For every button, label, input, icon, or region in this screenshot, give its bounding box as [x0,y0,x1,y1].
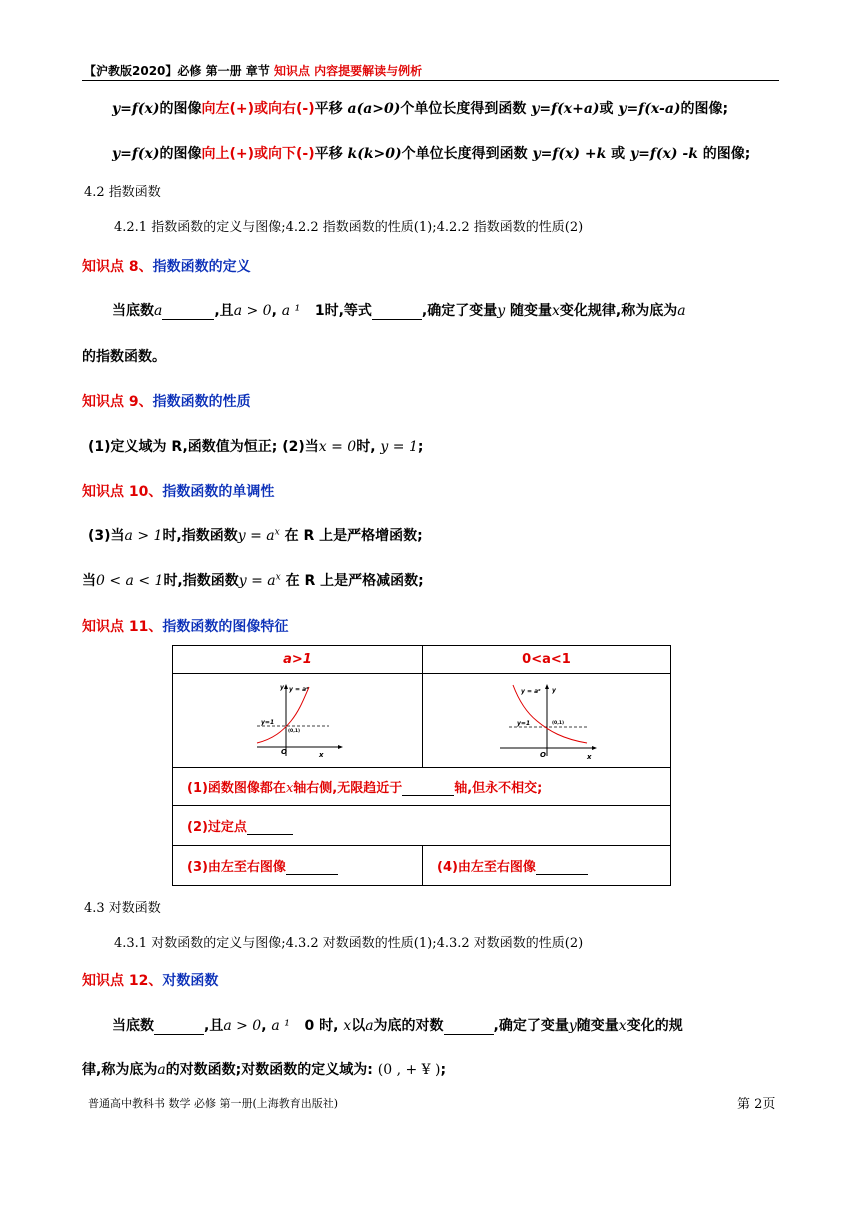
point-label: (0,1) [287,728,300,734]
answer-blank[interactable] [247,820,293,835]
graph-cell [423,674,671,768]
header-text: 【沪教版2020】必修 第一册 章节 [84,64,274,78]
knowledge-point-heading: 知识点 10、指数函数的单调性 [82,484,275,500]
footer-book-title: 普通高中教科书 数学 必修 第一册(上海教育出版社) [88,1097,339,1110]
x-axis-label: x [318,750,324,759]
header-divider [82,80,779,81]
column-header: 0<a<1 [423,646,671,674]
y-axis-label: y [551,686,556,694]
increasing-exponential-graph [253,681,343,761]
kp12-line2: 律,称为底为a的对数函数;对数函数的定义域为: (0 , + ¥ ); [82,1062,447,1078]
asymptote-label: y=1 [260,718,274,726]
kp8-line2: 的指数函数。 [82,349,166,365]
function-label: y = aˣ [288,685,309,693]
answer-blank[interactable] [154,1020,204,1035]
section-title: 4.3 对数函数 [84,901,161,916]
section-title: 4.2 指数函数 [84,185,161,200]
section-subtitle: 4.2.1 指数函数的定义与图像;4.2.2 指数函数的性质(1);4.2.2 指数函数的性质(2) [114,220,584,235]
column-header: a>1 [173,646,423,674]
function-label: y = aˣ [520,687,541,695]
knowledge-point-heading: 知识点 8、指数函数的定义 [82,259,251,275]
kp12-line1: 当底数 ,且a > 0, a ¹ 0 时, x以a为底的对数 ,确定了变量y随变量x变化的规 [112,1018,683,1034]
answer-blank[interactable] [162,305,214,320]
kp9-line: (1)定义域为 R,函数值为恒正; (2)当x = 0时, y = 1; [88,439,424,455]
decreasing-exponential-graph [497,681,597,761]
feature-row-3: (3)由左至右图像 [173,846,423,886]
section-subtitle: 4.3.1 对数函数的定义与图像;4.3.2 对数函数的性质(1);4.3.2 对数函数的性质(2) [114,936,584,951]
page-header [84,62,422,79]
answer-blank[interactable] [444,1020,494,1035]
y-axis-label: y [279,683,284,691]
translation-horizontal: y=f(x)的图像向左(+)或向右(-)平移 a(a>0)个单位长度得到函数 y=f(x+a)或 y=f(x-a)的图像; [112,101,729,117]
origin-label: O [539,750,546,759]
graph-feature-table [172,645,671,886]
kp8-line1: 当底数a ,且a > 0, a ¹ 1时,等式 ,确定了变量y 随变量x变化规律,称为底为a [112,303,686,319]
answer-blank[interactable] [286,860,338,875]
x-axis-label: x [586,752,592,761]
kp10-line2: 当0 < a < 1时,指数函数$y = a^x$ 在 R 上是严格减函数; [82,572,424,589]
feature-row-4: (4)由左至右图像 [423,846,671,886]
asymptote-label: y=1 [516,719,530,727]
feature-row-1: (1)函数图像都在x轴右侧,无限趋近于 轴,但永不相交; [173,768,671,806]
answer-blank[interactable] [372,305,422,320]
kp10-line1: (3)当a > 1时,指数函数$y = a^x$ 在 R 上是严格增函数; [88,527,423,544]
translation-vertical: y=f(x)的图像向上(+)或向下(-)平移 k(k>0)个单位长度得到函数 y=f(x) +k 或 y=f(x) -k 的图像; [112,146,751,162]
origin-label: O [280,747,287,756]
point-label: (0,1) [551,720,564,726]
knowledge-point-heading: 知识点 9、指数函数的性质 [82,394,251,410]
knowledge-point-heading: 知识点 11、指数函数的图像特征 [82,619,289,635]
answer-blank[interactable] [536,860,588,875]
header-highlight: 知识点 内容提要解读与例析 [273,64,423,78]
knowledge-point-heading: 知识点 12、对数函数 [82,973,219,989]
page-number: 第 2页 [737,1097,776,1112]
feature-row-2: (2)过定点 [173,806,671,846]
graph-cell [173,674,423,768]
answer-blank[interactable] [402,781,454,796]
